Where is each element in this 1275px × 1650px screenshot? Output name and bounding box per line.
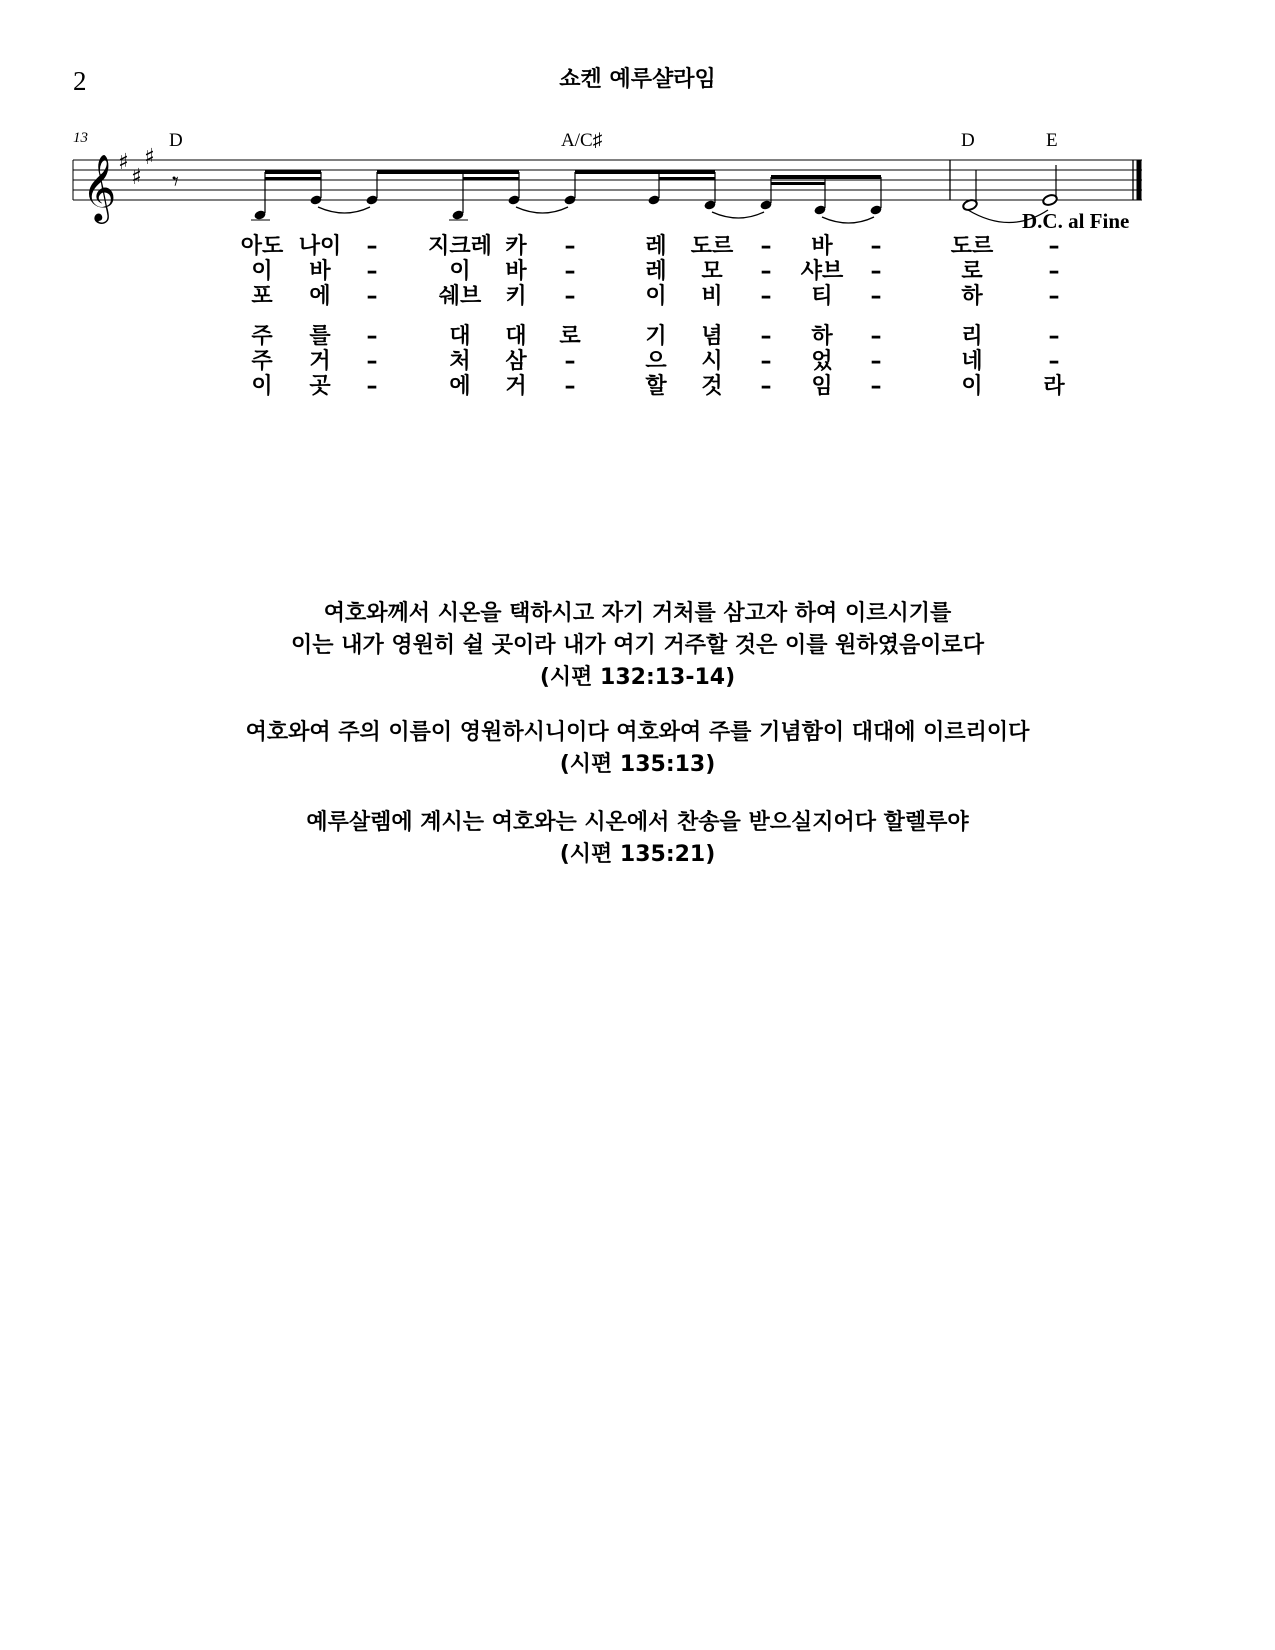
svg-text:에: 에 bbox=[449, 374, 471, 399]
svg-text:–: – bbox=[1048, 259, 1060, 284]
svg-text:–: – bbox=[1048, 349, 1060, 374]
svg-text:처: 처 bbox=[449, 349, 471, 374]
svg-text:었: 었 bbox=[811, 349, 833, 374]
svg-text:–: – bbox=[366, 259, 378, 284]
svg-text:할: 할 bbox=[645, 374, 667, 399]
svg-text:레: 레 bbox=[645, 234, 667, 259]
verse-block-1 bbox=[0, 598, 1275, 694]
svg-text:–: – bbox=[760, 374, 772, 399]
lyric-line bbox=[251, 283, 1059, 309]
verse-reference: (시편 135:13) bbox=[559, 752, 716, 777]
lyric-line bbox=[251, 323, 1059, 349]
verse-block-2 bbox=[0, 717, 1275, 781]
key-signature bbox=[118, 145, 155, 190]
verse-reference: (시편 132:13-14) bbox=[539, 665, 736, 690]
svg-text:–: – bbox=[366, 324, 378, 349]
svg-text:바: 바 bbox=[309, 259, 331, 284]
lyric-line bbox=[251, 258, 1059, 284]
svg-text:으: 으 bbox=[645, 349, 667, 374]
ties bbox=[318, 207, 1048, 223]
svg-text:–: – bbox=[564, 234, 576, 259]
svg-text:도르: 도르 bbox=[950, 234, 994, 259]
svg-text:–: – bbox=[366, 349, 378, 374]
verse-line: 여호와께서 시온을 택하시고 자기 거처를 삼고자 하여 이르시기를 bbox=[323, 601, 952, 626]
verse-line: 예루살렘에 계시는 여호와는 시온에서 찬송을 받으실지어다 할렐루야 bbox=[306, 810, 969, 835]
svg-text:쉐브: 쉐브 bbox=[438, 284, 482, 309]
dc-al-fine: D.C. al Fine bbox=[1022, 209, 1130, 233]
svg-text:대: 대 bbox=[449, 324, 471, 349]
svg-text:기: 기 bbox=[645, 324, 667, 349]
svg-text:시: 시 bbox=[701, 349, 723, 374]
svg-text:–: – bbox=[564, 259, 576, 284]
svg-text:이: 이 bbox=[251, 259, 273, 284]
svg-text:대: 대 bbox=[505, 324, 527, 349]
chord-2: A/C♯ bbox=[561, 130, 603, 151]
verse-reference: (시편 135:21) bbox=[559, 842, 716, 867]
svg-text:를: 를 bbox=[309, 324, 331, 349]
svg-text:–: – bbox=[1048, 234, 1060, 259]
svg-text:리: 리 bbox=[961, 324, 983, 349]
svg-text:도르: 도르 bbox=[690, 234, 734, 259]
svg-text:–: – bbox=[760, 259, 772, 284]
staff bbox=[73, 160, 1142, 200]
svg-text:네: 네 bbox=[961, 349, 983, 374]
svg-text:로: 로 bbox=[961, 259, 983, 284]
svg-text:–: – bbox=[870, 324, 882, 349]
svg-text:바: 바 bbox=[505, 259, 527, 284]
lyric-line bbox=[241, 233, 1060, 259]
chord-4: E bbox=[1046, 130, 1058, 151]
svg-text:모: 모 bbox=[701, 259, 723, 284]
svg-text:–: – bbox=[366, 234, 378, 259]
svg-text:–: – bbox=[760, 284, 772, 309]
svg-text:키: 키 bbox=[505, 284, 527, 309]
half-notes bbox=[962, 165, 1058, 212]
svg-text:티: 티 bbox=[811, 284, 833, 309]
svg-text:이: 이 bbox=[449, 259, 471, 284]
svg-text:–: – bbox=[366, 374, 378, 399]
svg-text:–: – bbox=[564, 284, 576, 309]
svg-text:카: 카 bbox=[505, 234, 527, 259]
svg-text:–: – bbox=[564, 349, 576, 374]
svg-text:임: 임 bbox=[811, 374, 833, 399]
svg-text:아도: 아도 bbox=[240, 234, 284, 259]
svg-text:포: 포 bbox=[251, 284, 273, 309]
svg-text:–: – bbox=[1048, 284, 1060, 309]
chord-3: D bbox=[961, 130, 975, 151]
svg-text:나이: 나이 bbox=[298, 234, 342, 259]
lyric-line bbox=[251, 348, 1059, 374]
svg-text:–: – bbox=[760, 234, 772, 259]
svg-text:–: – bbox=[870, 374, 882, 399]
verse-line: 여호와여 주의 이름이 영원하시니이다 여호와여 주를 기념함이 대대에 이르리이다 bbox=[245, 720, 1030, 745]
svg-text:거: 거 bbox=[505, 374, 527, 399]
svg-text:–: – bbox=[870, 234, 882, 259]
svg-text:곳: 곳 bbox=[309, 374, 331, 399]
eighth-rest: 𝄾 bbox=[172, 167, 179, 197]
svg-text:바: 바 bbox=[811, 234, 833, 259]
verse-block-3 bbox=[0, 807, 1275, 871]
svg-text:주: 주 bbox=[251, 349, 273, 374]
lyric-line bbox=[251, 373, 1065, 399]
svg-text:하: 하 bbox=[961, 284, 983, 309]
song-title: 쇼켄 예루샬라임 bbox=[559, 67, 716, 92]
sharp-g: ♯ bbox=[144, 145, 155, 170]
chord-1: D bbox=[169, 130, 183, 151]
svg-text:이: 이 bbox=[251, 374, 273, 399]
treble-clef: 𝄞 bbox=[82, 153, 117, 221]
sharp-f: ♯ bbox=[118, 150, 129, 175]
svg-text:–: – bbox=[760, 324, 772, 349]
svg-text:레: 레 bbox=[645, 259, 667, 284]
lyrics bbox=[241, 233, 1066, 399]
svg-text:주: 주 bbox=[251, 324, 273, 349]
music-score bbox=[0, 0, 1275, 420]
svg-text:이: 이 bbox=[961, 374, 983, 399]
sharp-c: ♯ bbox=[131, 165, 142, 190]
svg-text:이: 이 bbox=[645, 284, 667, 309]
verse-line: 이는 내가 영원히 쉴 곳이라 내가 여기 거주할 것은 이를 원하였음이로다 bbox=[291, 633, 984, 658]
svg-text:지크레: 지크레 bbox=[428, 234, 492, 259]
svg-text:것: 것 bbox=[701, 374, 723, 399]
svg-text:로: 로 bbox=[559, 324, 581, 349]
svg-text:–: – bbox=[564, 374, 576, 399]
svg-text:–: – bbox=[870, 284, 882, 309]
svg-text:–: – bbox=[760, 349, 772, 374]
svg-text:하: 하 bbox=[811, 324, 833, 349]
svg-text:–: – bbox=[870, 259, 882, 284]
page-number: 2 bbox=[73, 66, 87, 96]
svg-text:샤브: 샤브 bbox=[800, 259, 844, 284]
svg-text:거: 거 bbox=[309, 349, 331, 374]
svg-text:–: – bbox=[366, 284, 378, 309]
svg-text:삼: 삼 bbox=[505, 349, 527, 374]
svg-text:비: 비 bbox=[701, 284, 723, 309]
svg-text:에: 에 bbox=[309, 284, 331, 309]
svg-text:념: 념 bbox=[701, 324, 723, 349]
beams bbox=[265, 170, 881, 185]
svg-text:–: – bbox=[1048, 324, 1060, 349]
measure-number: 13 bbox=[73, 130, 88, 146]
svg-text:라: 라 bbox=[1043, 374, 1065, 399]
svg-text:–: – bbox=[870, 349, 882, 374]
